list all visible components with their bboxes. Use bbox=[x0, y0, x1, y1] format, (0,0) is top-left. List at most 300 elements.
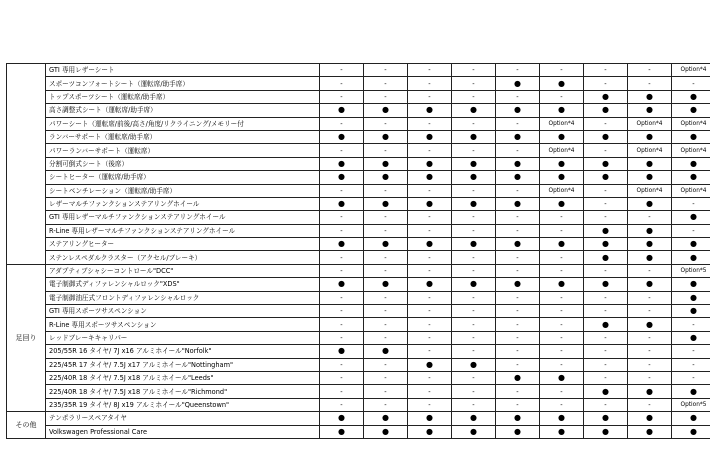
value-cell: ● bbox=[628, 157, 672, 170]
value-cell: ● bbox=[364, 130, 408, 143]
value-cell: - bbox=[628, 77, 672, 90]
value-cell: - bbox=[452, 64, 496, 77]
value-cell: - bbox=[540, 305, 584, 318]
feature-cell: Volkswagen Professional Care bbox=[46, 425, 320, 438]
feature-cell: R-Line 専用スポーツサスペンション bbox=[46, 318, 320, 331]
value-cell: - bbox=[320, 385, 364, 398]
value-cell: ● bbox=[408, 130, 452, 143]
value-cell: ● bbox=[628, 425, 672, 438]
value-cell: - bbox=[408, 345, 452, 358]
value-cell: - bbox=[628, 305, 672, 318]
value-cell: - bbox=[364, 291, 408, 304]
value-cell: - bbox=[672, 318, 710, 331]
feature-cell: 高さ調整式シート（運転席/助手席） bbox=[46, 104, 320, 117]
value-cell: - bbox=[584, 291, 628, 304]
value-cell: ● bbox=[496, 130, 540, 143]
value-cell: Option*4 bbox=[672, 184, 710, 197]
feature-cell: 電子制御式ディファレンシャルロック"XDS" bbox=[46, 278, 320, 291]
value-cell: - bbox=[364, 90, 408, 103]
value-cell: - bbox=[452, 117, 496, 130]
value-cell: - bbox=[584, 264, 628, 277]
value-cell: - bbox=[452, 77, 496, 90]
value-cell: ● bbox=[320, 157, 364, 170]
value-cell: - bbox=[320, 211, 364, 224]
value-cell: - bbox=[452, 211, 496, 224]
value-cell: Option*4 bbox=[628, 117, 672, 130]
value-cell: Option*4 bbox=[672, 64, 710, 77]
feature-cell: スポーツコンフォートシート（運転席/助手席） bbox=[46, 77, 320, 90]
table-row bbox=[7, 184, 710, 197]
value-cell: - bbox=[408, 77, 452, 90]
value-cell: - bbox=[320, 358, 364, 371]
value-cell: Option*4 bbox=[672, 144, 710, 157]
table-row bbox=[7, 358, 710, 371]
value-cell: ● bbox=[584, 318, 628, 331]
value-cell: ● bbox=[584, 238, 628, 251]
value-cell: ● bbox=[364, 157, 408, 170]
value-cell: ● bbox=[496, 412, 540, 425]
value-cell: - bbox=[628, 64, 672, 77]
value-cell: ● bbox=[408, 425, 452, 438]
spec-table-body bbox=[7, 64, 710, 439]
value-cell: ● bbox=[672, 278, 710, 291]
value-cell: ● bbox=[540, 412, 584, 425]
value-cell: - bbox=[364, 184, 408, 197]
value-cell: - bbox=[364, 224, 408, 237]
value-cell: - bbox=[320, 224, 364, 237]
feature-cell: トップスポーツシート（運転席/助手席） bbox=[46, 90, 320, 103]
value-cell: - bbox=[408, 90, 452, 103]
value-cell: ● bbox=[540, 238, 584, 251]
value-cell: ● bbox=[320, 238, 364, 251]
table-row bbox=[7, 117, 710, 130]
value-cell: ● bbox=[584, 171, 628, 184]
value-cell: ● bbox=[628, 412, 672, 425]
value-cell: ● bbox=[540, 278, 584, 291]
value-cell: ● bbox=[496, 425, 540, 438]
value-cell: ● bbox=[584, 224, 628, 237]
table-row bbox=[7, 238, 710, 251]
value-cell: - bbox=[628, 291, 672, 304]
value-cell: ● bbox=[452, 412, 496, 425]
value-cell: - bbox=[496, 184, 540, 197]
value-cell: - bbox=[320, 251, 364, 264]
feature-cell: シートヒーター（運転席/助手席） bbox=[46, 171, 320, 184]
value-cell: - bbox=[496, 358, 540, 371]
value-cell: ● bbox=[672, 385, 710, 398]
value-cell: - bbox=[452, 318, 496, 331]
value-cell: ● bbox=[672, 157, 710, 170]
value-cell: - bbox=[540, 345, 584, 358]
value-cell: ● bbox=[496, 278, 540, 291]
value-cell: ● bbox=[584, 412, 628, 425]
table-row bbox=[7, 412, 710, 425]
value-cell: ● bbox=[452, 157, 496, 170]
value-cell: - bbox=[452, 331, 496, 344]
value-cell: - bbox=[320, 90, 364, 103]
value-cell: ● bbox=[628, 251, 672, 264]
table-row bbox=[7, 331, 710, 344]
value-cell: ● bbox=[628, 90, 672, 103]
value-cell: - bbox=[540, 264, 584, 277]
value-cell: ● bbox=[320, 278, 364, 291]
value-cell: ● bbox=[672, 291, 710, 304]
value-cell: - bbox=[496, 385, 540, 398]
value-cell: - bbox=[320, 305, 364, 318]
value-cell: - bbox=[364, 331, 408, 344]
value-cell: - bbox=[584, 345, 628, 358]
value-cell: - bbox=[452, 371, 496, 384]
value-cell: - bbox=[540, 331, 584, 344]
feature-cell: レザーマルチファンクションステアリングホイール bbox=[46, 197, 320, 210]
value-cell: ● bbox=[496, 171, 540, 184]
value-cell: - bbox=[540, 318, 584, 331]
value-cell: - bbox=[320, 291, 364, 304]
value-cell: - bbox=[364, 398, 408, 411]
value-cell: - bbox=[408, 398, 452, 411]
value-cell: - bbox=[540, 291, 584, 304]
value-cell: - bbox=[364, 371, 408, 384]
value-cell: - bbox=[584, 371, 628, 384]
value-cell: - bbox=[408, 117, 452, 130]
value-cell: - bbox=[496, 251, 540, 264]
value-cell: - bbox=[540, 358, 584, 371]
value-cell: - bbox=[408, 224, 452, 237]
value-cell: ● bbox=[320, 345, 364, 358]
value-cell: ● bbox=[364, 171, 408, 184]
value-cell: ● bbox=[496, 104, 540, 117]
value-cell: - bbox=[628, 211, 672, 224]
value-cell: ● bbox=[452, 171, 496, 184]
value-cell: - bbox=[540, 251, 584, 264]
value-cell: - bbox=[628, 331, 672, 344]
value-cell: ● bbox=[408, 358, 452, 371]
value-cell: ● bbox=[672, 238, 710, 251]
value-cell: - bbox=[672, 358, 710, 371]
value-cell: ● bbox=[408, 412, 452, 425]
value-cell: - bbox=[584, 398, 628, 411]
value-cell: - bbox=[364, 305, 408, 318]
value-cell: - bbox=[320, 144, 364, 157]
value-cell: - bbox=[540, 211, 584, 224]
table-row bbox=[7, 77, 710, 90]
value-cell: ● bbox=[628, 238, 672, 251]
table-row bbox=[7, 130, 710, 143]
value-cell: - bbox=[540, 398, 584, 411]
value-cell: - bbox=[408, 251, 452, 264]
value-cell: - bbox=[496, 398, 540, 411]
feature-cell: GTI 専用レザーマルチファンクションステアリングホイール bbox=[46, 211, 320, 224]
value-cell: ● bbox=[364, 412, 408, 425]
value-cell: - bbox=[628, 264, 672, 277]
value-cell: - bbox=[320, 117, 364, 130]
feature-cell: GTI 専用レザーシート bbox=[46, 64, 320, 77]
value-cell: ● bbox=[452, 425, 496, 438]
value-cell: - bbox=[452, 398, 496, 411]
value-cell: ● bbox=[584, 278, 628, 291]
table-row bbox=[7, 224, 710, 237]
value-cell: ● bbox=[364, 197, 408, 210]
value-cell: ● bbox=[672, 130, 710, 143]
value-cell: - bbox=[452, 90, 496, 103]
table-row bbox=[7, 157, 710, 170]
value-cell: ● bbox=[320, 104, 364, 117]
value-cell: - bbox=[628, 398, 672, 411]
value-cell: ● bbox=[672, 171, 710, 184]
feature-cell: シートベンチレーション（運転席/助手席） bbox=[46, 184, 320, 197]
feature-cell: ステンレスペダルクラスター（アクセル/ブレーキ） bbox=[46, 251, 320, 264]
value-cell: - bbox=[496, 291, 540, 304]
feature-cell: 205/55R 16 タイヤ/ 7J x16 アルミホイール"Norfolk" bbox=[46, 345, 320, 358]
value-cell: - bbox=[496, 331, 540, 344]
table-row bbox=[7, 64, 710, 77]
spec-table bbox=[6, 63, 710, 439]
table-row bbox=[7, 104, 710, 117]
value-cell: - bbox=[628, 371, 672, 384]
value-cell: ● bbox=[540, 157, 584, 170]
feature-cell: アダプティブシャシーコントロール"DCC" bbox=[46, 264, 320, 277]
value-cell: - bbox=[496, 117, 540, 130]
value-cell: - bbox=[320, 371, 364, 384]
value-cell: ● bbox=[540, 425, 584, 438]
table-row bbox=[7, 251, 710, 264]
value-cell: ● bbox=[408, 171, 452, 184]
value-cell: - bbox=[672, 224, 710, 237]
table-row bbox=[7, 371, 710, 384]
feature-cell: 225/40R 18 タイヤ/ 7.5J x18 アルミホイール"Richmond" bbox=[46, 385, 320, 398]
value-cell: ● bbox=[408, 278, 452, 291]
value-cell: Option*5 bbox=[672, 398, 710, 411]
value-cell: - bbox=[496, 264, 540, 277]
table-row bbox=[7, 291, 710, 304]
value-cell: - bbox=[584, 305, 628, 318]
value-cell: ● bbox=[496, 371, 540, 384]
value-cell: - bbox=[320, 184, 364, 197]
category-cell bbox=[7, 64, 46, 265]
value-cell: - bbox=[540, 64, 584, 77]
value-cell: ● bbox=[628, 385, 672, 398]
value-cell: - bbox=[408, 291, 452, 304]
value-cell: ● bbox=[452, 104, 496, 117]
value-cell: ● bbox=[320, 425, 364, 438]
value-cell: - bbox=[364, 385, 408, 398]
value-cell: - bbox=[452, 144, 496, 157]
value-cell: - bbox=[408, 64, 452, 77]
value-cell: ● bbox=[364, 345, 408, 358]
value-cell: - bbox=[320, 64, 364, 77]
value-cell: - bbox=[452, 251, 496, 264]
feature-cell: パワーランバーサポート（運転席） bbox=[46, 144, 320, 157]
value-cell: ● bbox=[584, 130, 628, 143]
value-cell: ● bbox=[672, 305, 710, 318]
value-cell: ● bbox=[496, 157, 540, 170]
value-cell: - bbox=[452, 224, 496, 237]
value-cell: ● bbox=[364, 425, 408, 438]
value-cell: - bbox=[672, 371, 710, 384]
value-cell: ● bbox=[584, 385, 628, 398]
value-cell: Option*4 bbox=[540, 184, 584, 197]
value-cell: - bbox=[584, 331, 628, 344]
value-cell: - bbox=[584, 144, 628, 157]
table-row bbox=[7, 264, 710, 277]
value-cell: Option*5 bbox=[672, 264, 710, 277]
table-row bbox=[7, 90, 710, 103]
value-cell: ● bbox=[672, 412, 710, 425]
value-cell: - bbox=[584, 184, 628, 197]
value-cell: - bbox=[364, 358, 408, 371]
value-cell: ● bbox=[320, 130, 364, 143]
feature-cell: 225/45R 17 タイヤ/ 7.5J x17 アルミホイール"Nottingham" bbox=[46, 358, 320, 371]
table-row bbox=[7, 144, 710, 157]
value-cell: - bbox=[408, 264, 452, 277]
value-cell: - bbox=[584, 117, 628, 130]
value-cell: - bbox=[452, 385, 496, 398]
value-cell: - bbox=[672, 197, 710, 210]
value-cell: - bbox=[496, 64, 540, 77]
value-cell: ● bbox=[496, 77, 540, 90]
value-cell: ● bbox=[452, 358, 496, 371]
value-cell: ● bbox=[496, 197, 540, 210]
value-cell: ● bbox=[452, 130, 496, 143]
value-cell: - bbox=[364, 117, 408, 130]
value-cell: ● bbox=[584, 157, 628, 170]
value-cell: - bbox=[540, 385, 584, 398]
value-cell: ● bbox=[452, 238, 496, 251]
feature-cell: パワーシート（運転席/前後/高さ/角度/リクライニング/メモリー付 bbox=[46, 117, 320, 130]
value-cell: ● bbox=[540, 371, 584, 384]
value-cell: - bbox=[628, 358, 672, 371]
value-cell: ● bbox=[672, 104, 710, 117]
value-cell: - bbox=[540, 90, 584, 103]
value-cell: - bbox=[364, 264, 408, 277]
value-cell: ● bbox=[408, 238, 452, 251]
value-cell: - bbox=[452, 264, 496, 277]
feature-cell: 電子制御油圧式フロントディファレンシャルロック bbox=[46, 291, 320, 304]
value-cell: - bbox=[452, 305, 496, 318]
table-row bbox=[7, 197, 710, 210]
value-cell: - bbox=[408, 211, 452, 224]
value-cell: - bbox=[452, 184, 496, 197]
category-cell: その他 bbox=[7, 412, 46, 439]
value-cell: ● bbox=[364, 278, 408, 291]
value-cell: - bbox=[364, 318, 408, 331]
value-cell: - bbox=[320, 318, 364, 331]
value-cell: - bbox=[496, 305, 540, 318]
value-cell: ● bbox=[320, 412, 364, 425]
value-cell: ● bbox=[628, 130, 672, 143]
table-row bbox=[7, 318, 710, 331]
value-cell: ● bbox=[452, 197, 496, 210]
value-cell: ● bbox=[672, 90, 710, 103]
value-cell: - bbox=[408, 385, 452, 398]
table-row bbox=[7, 385, 710, 398]
value-cell: - bbox=[496, 144, 540, 157]
value-cell: - bbox=[320, 398, 364, 411]
value-cell: ● bbox=[628, 171, 672, 184]
feature-cell: GTI 専用スポーツサスペンション bbox=[46, 305, 320, 318]
value-cell: - bbox=[584, 211, 628, 224]
value-cell: Option*4 bbox=[672, 117, 710, 130]
table-row bbox=[7, 398, 710, 411]
value-cell: - bbox=[672, 345, 710, 358]
value-cell: ● bbox=[408, 157, 452, 170]
value-cell: ● bbox=[672, 425, 710, 438]
feature-cell: ランバーサポート（運転席/助手席） bbox=[46, 130, 320, 143]
feature-cell: テンポラリースペアタイヤ bbox=[46, 412, 320, 425]
value-cell: - bbox=[364, 144, 408, 157]
value-cell: - bbox=[584, 77, 628, 90]
category-cell: 足回り bbox=[7, 264, 46, 411]
feature-cell: 235/35R 19 タイヤ/ 8J x19 アルミホイール"Queenstown" bbox=[46, 398, 320, 411]
table-row bbox=[7, 171, 710, 184]
value-cell: - bbox=[320, 264, 364, 277]
value-cell: ● bbox=[364, 104, 408, 117]
value-cell: - bbox=[320, 331, 364, 344]
value-cell: ● bbox=[496, 238, 540, 251]
value-cell: - bbox=[408, 318, 452, 331]
value-cell: ● bbox=[540, 197, 584, 210]
value-cell: Option*4 bbox=[628, 184, 672, 197]
value-cell: - bbox=[672, 77, 710, 90]
value-cell: - bbox=[496, 318, 540, 331]
value-cell: - bbox=[452, 345, 496, 358]
value-cell: Option*4 bbox=[540, 117, 584, 130]
value-cell: - bbox=[408, 184, 452, 197]
value-cell: ● bbox=[672, 331, 710, 344]
value-cell: - bbox=[364, 64, 408, 77]
value-cell: - bbox=[320, 77, 364, 90]
value-cell: ● bbox=[628, 224, 672, 237]
table-row bbox=[7, 305, 710, 318]
value-cell: ● bbox=[540, 104, 584, 117]
value-cell: ● bbox=[320, 171, 364, 184]
value-cell: - bbox=[496, 224, 540, 237]
value-cell: ● bbox=[672, 251, 710, 264]
value-cell: ● bbox=[364, 238, 408, 251]
value-cell: - bbox=[364, 211, 408, 224]
value-cell: ● bbox=[628, 197, 672, 210]
value-cell: - bbox=[452, 291, 496, 304]
value-cell: ● bbox=[452, 278, 496, 291]
feature-cell: 分割可倒式シート（後席） bbox=[46, 157, 320, 170]
value-cell: - bbox=[584, 197, 628, 210]
value-cell: - bbox=[496, 90, 540, 103]
value-cell: ● bbox=[320, 197, 364, 210]
value-cell: ● bbox=[540, 130, 584, 143]
value-cell: - bbox=[364, 251, 408, 264]
value-cell: ● bbox=[628, 278, 672, 291]
value-cell: - bbox=[408, 331, 452, 344]
value-cell: ● bbox=[628, 318, 672, 331]
value-cell: - bbox=[408, 371, 452, 384]
value-cell: Option*4 bbox=[628, 144, 672, 157]
value-cell: ● bbox=[584, 251, 628, 264]
feature-cell: レッドブレーキキャリパー bbox=[46, 331, 320, 344]
value-cell: Option*4 bbox=[540, 144, 584, 157]
table-row bbox=[7, 211, 710, 224]
value-cell: - bbox=[584, 358, 628, 371]
value-cell: ● bbox=[584, 104, 628, 117]
value-cell: - bbox=[628, 345, 672, 358]
value-cell: ● bbox=[584, 425, 628, 438]
value-cell: - bbox=[408, 305, 452, 318]
table-row bbox=[7, 278, 710, 291]
feature-cell: 225/40R 18 タイヤ/ 7.5J x18 アルミホイール"Leeds" bbox=[46, 371, 320, 384]
value-cell: - bbox=[496, 211, 540, 224]
feature-cell: R-Line 専用レザーマルチファンクションステアリングホイール bbox=[46, 224, 320, 237]
value-cell: - bbox=[496, 345, 540, 358]
value-cell: ● bbox=[408, 104, 452, 117]
